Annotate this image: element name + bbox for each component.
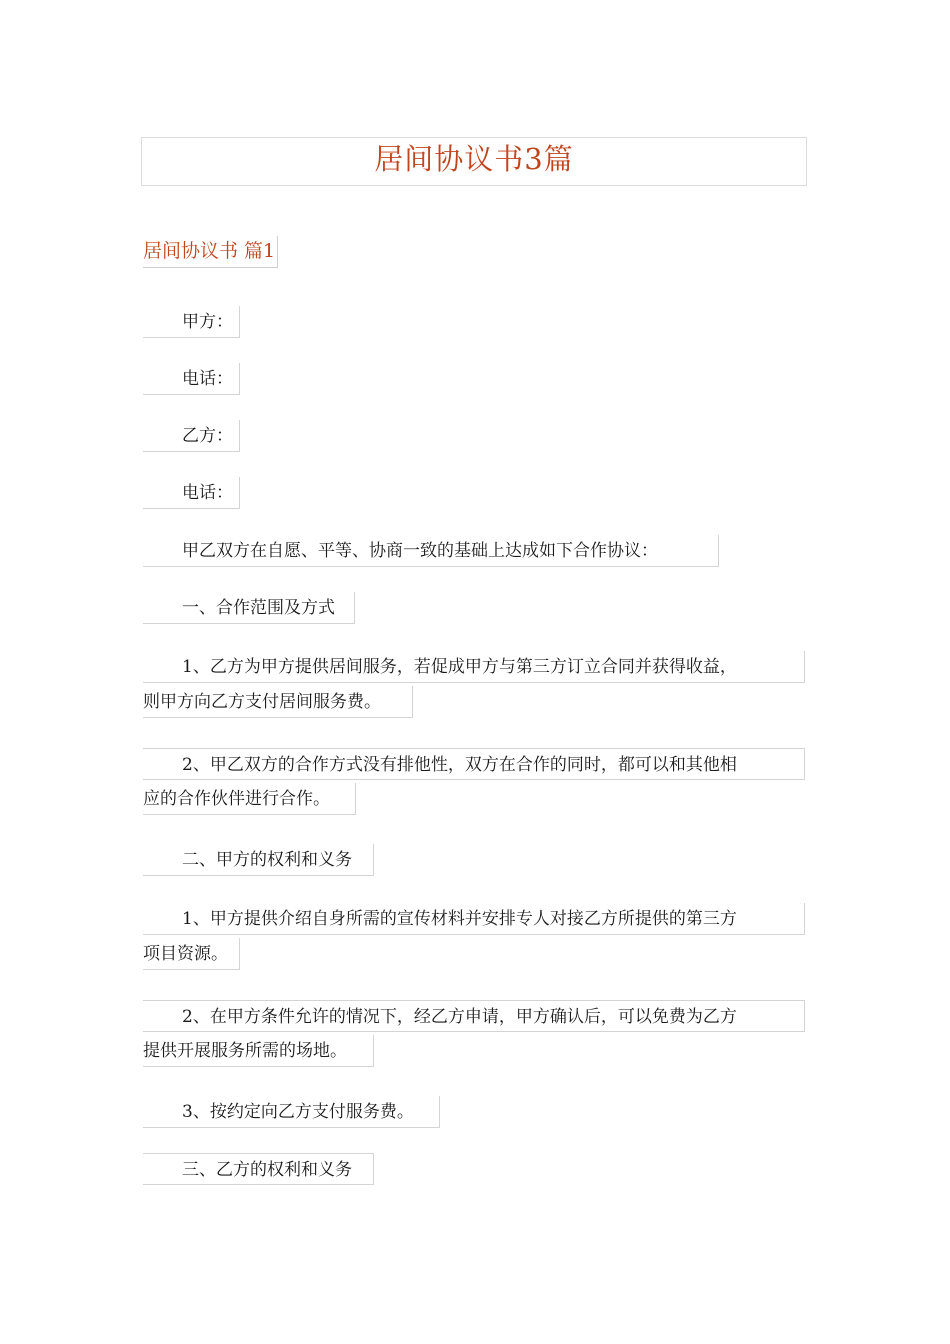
paragraph-line: 乙方： bbox=[143, 420, 240, 452]
clause-1-2 bbox=[143, 748, 805, 815]
clause-2-3 bbox=[143, 1096, 440, 1128]
document-title: 居间协议书3篇 bbox=[374, 142, 574, 176]
paragraph-party-a bbox=[143, 306, 240, 338]
paragraph-line: 二、甲方的权利和义务 bbox=[143, 844, 374, 876]
paragraph-line: 一、合作范围及方式 bbox=[143, 592, 355, 624]
paragraph-line: 三、乙方的权利和义务 bbox=[143, 1153, 374, 1185]
clause-2-1 bbox=[143, 903, 805, 970]
paragraph-line: 1、乙方为甲方提供居间服务，若促成甲方与第三方订立合同并获得收益， bbox=[143, 651, 805, 683]
clause-1-1 bbox=[143, 651, 805, 718]
paragraph-line: 电话： bbox=[143, 363, 240, 395]
clause-2-2 bbox=[143, 1000, 805, 1067]
paragraph-party-b bbox=[143, 420, 240, 452]
paragraph-line: 2、在甲方条件允许的情况下，经乙方申请，甲方确认后，可以免费为乙方 bbox=[143, 1000, 805, 1032]
paragraph-line: 甲方： bbox=[143, 306, 240, 338]
paragraph-line: 电话： bbox=[143, 477, 240, 509]
paragraph-line: 2、甲乙双方的合作方式没有排他性，双方在合作的同时，都可以和其他相 bbox=[143, 748, 805, 780]
paragraph-line: 甲乙双方在自愿、平等、协商一致的基础上达成如下合作协议： bbox=[143, 535, 719, 567]
clause-heading-3 bbox=[143, 1153, 374, 1185]
paragraph-line: 提供开展服务所需的场地。 bbox=[143, 1035, 374, 1067]
clause-heading-1 bbox=[143, 592, 355, 624]
paragraph-line: 则甲方向乙方支付居间服务费。 bbox=[143, 686, 413, 718]
section-heading: 居间协议书 篇1 bbox=[143, 236, 278, 268]
paragraph-line: 3、按约定向乙方支付服务费。 bbox=[143, 1096, 440, 1128]
paragraph-line: 应的合作伙伴进行合作。 bbox=[143, 783, 356, 815]
paragraph-intro bbox=[143, 535, 719, 567]
paragraph-line: 项目资源。 bbox=[143, 938, 240, 970]
paragraph-phone-a bbox=[143, 363, 240, 395]
document-title-box bbox=[141, 137, 807, 186]
paragraph-phone-b bbox=[143, 477, 240, 509]
clause-heading-2 bbox=[143, 844, 374, 876]
paragraph-line: 1、甲方提供介绍自身所需的宣传材料并安排专人对接乙方所提供的第三方 bbox=[143, 903, 805, 935]
